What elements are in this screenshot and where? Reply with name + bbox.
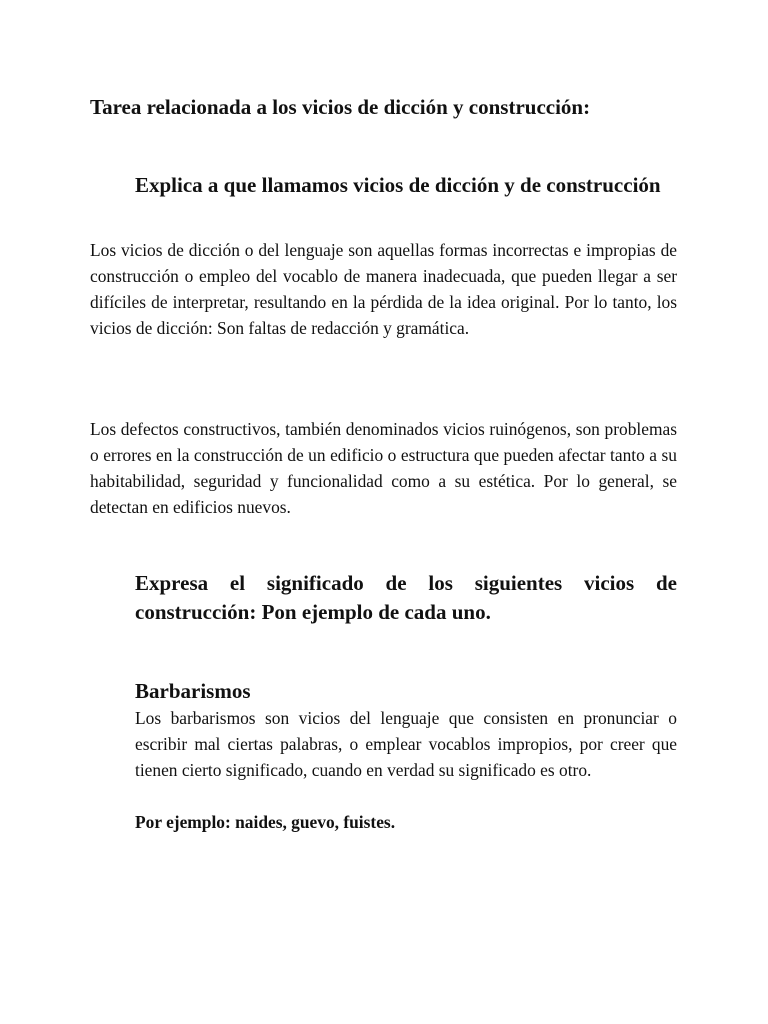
document-title: Tarea relacionada a los vicios de dicción y construcción: <box>90 95 591 119</box>
example-barbarismos: Por ejemplo: naides, guevo, fuistes. <box>135 812 396 832</box>
paragraph-vicios-diccion: Los vicios de dicción o del lenguaje son aquellas formas incorrectas e impropias de construcción o empleo del vocablo de manera inadecuada, que pueden llegar a ser difíciles de interpretar, resultando en la pérdida de la idea original. Por lo tanto, los vicios de dicción: Son faltas de redacción y gramática. <box>90 240 677 338</box>
section-heading-vicios: Explica a que llamamos vicios de dicción y de construcción <box>135 173 661 197</box>
paragraph-barbarismos: Los barbarismos son vicios del lenguaje que consisten en pronunciar o escribir mal ciertas palabras, o emplear vocablos impropios, por creer que tienen cierto significado, cuando en verdad su significado es otro. <box>135 708 677 780</box>
section-heading-significado: Expresa el significado de los siguientes vicios de construcción: Pon ejemplo de cada uno. <box>135 571 677 624</box>
section-heading-barbarismos: Barbarismos <box>135 679 251 703</box>
paragraph-defectos-constructivos: Los defectos constructivos, también denominados vicios ruinógenos, son problemas o errores en la construcción de un edificio o estructura que pueden afectar tanto a su habitabilidad, seguridad y funcionalidad como a su estética. Por lo general, se detectan en edificios nuevos. <box>90 419 677 517</box>
